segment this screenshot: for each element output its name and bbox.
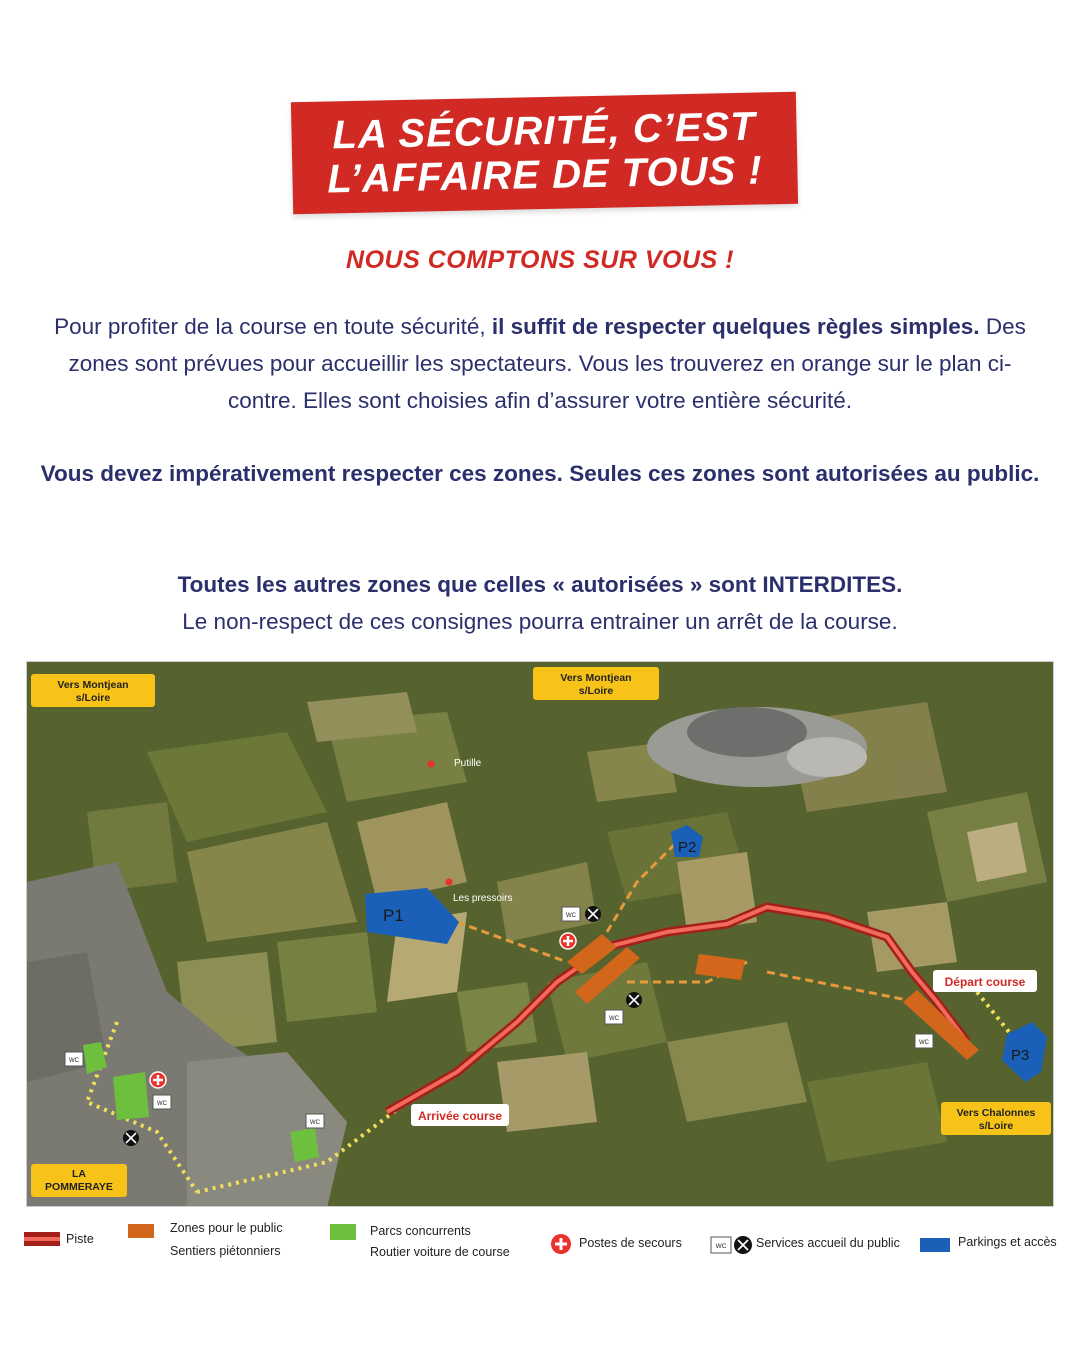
first-aid-icon <box>150 1072 166 1088</box>
service-icon <box>585 906 601 922</box>
pressoirs-label: Les pressoirs <box>453 893 513 904</box>
legend-zones-public: Zones pour le public <box>170 1221 283 1235</box>
legend-parking-swatch <box>920 1238 950 1252</box>
svg-text:s/Loire: s/Loire <box>75 692 111 704</box>
intro-bold: il suffit de respecter quelques règles simples. <box>491 314 980 339</box>
first-aid-icon <box>560 933 576 949</box>
svg-text:s/Loire: s/Loire <box>978 1120 1014 1132</box>
arrivee-label <box>411 1104 509 1126</box>
legend-piste: Piste <box>66 1232 94 1246</box>
intro-text-1: Pour profiter de la course en toute sécurité, <box>54 314 492 339</box>
svg-text:Arrivée course: Arrivée course <box>417 1109 503 1123</box>
svg-text:WC: WC <box>566 913 576 919</box>
svg-text:WC: WC <box>919 1040 929 1046</box>
banner-line-2: L’AFFAIRE DE TOUS ! <box>326 148 764 202</box>
first-aid-icon <box>550 1233 572 1255</box>
banner-line-1: LA SÉCURITÉ, C’EST <box>332 104 757 158</box>
legend-services: Services accueil du public <box>756 1236 900 1250</box>
legend-track-swatch <box>24 1232 60 1246</box>
svg-text:Vers Montjean: Vers Montjean <box>57 679 129 691</box>
wc-icon <box>562 907 580 921</box>
pressoirs-marker <box>446 879 453 886</box>
legend-secours: Postes de secours <box>579 1236 682 1250</box>
putille-marker <box>428 761 435 768</box>
subtitle: NOUS COMPTONS SUR VOUS ! <box>346 246 734 274</box>
putille-label: Putille <box>454 758 482 769</box>
town-label-chalonnes <box>941 1102 1051 1135</box>
intro-paragraph <box>40 308 1040 419</box>
svg-text:s/Loire: s/Loire <box>578 685 614 697</box>
quarry <box>647 707 867 787</box>
legend-parcs: Parcs concurrents <box>370 1224 471 1238</box>
svg-text:WC: WC <box>609 1016 619 1022</box>
svg-text:LA: LA <box>72 1168 86 1180</box>
intro-text-2: Des zones sont prévues pour accueillir les spectateurs. Vous les trouverez en orange sur le plan ci-contre. Elles sont choisies afin d’assurer votre entière sécurité. <box>68 314 1026 413</box>
wc-icon <box>65 1052 83 1066</box>
svg-text:Vers Chalonnes: Vers Chalonnes <box>956 1107 1036 1119</box>
map-svg <box>27 662 1054 1207</box>
svg-text:WC: WC <box>310 1120 320 1126</box>
town-label-montjean-left <box>31 674 155 707</box>
svg-text:Départ course: Départ course <box>944 975 1026 989</box>
service-icon <box>626 992 642 1008</box>
forbidden-paragraph <box>40 566 1040 640</box>
svg-text:WC: WC <box>715 1243 727 1250</box>
map-legend <box>0 1218 1080 1278</box>
course-map <box>26 661 1054 1207</box>
wc-icon <box>306 1114 324 1128</box>
svg-text:WC: WC <box>157 1101 167 1107</box>
legend-paddock-swatch <box>330 1224 356 1240</box>
legend-routier: Routier voiture de course <box>370 1245 510 1259</box>
services-icon <box>710 1235 754 1255</box>
svg-text:POMMERAYE: POMMERAYE <box>45 1181 113 1193</box>
svg-text:Vers Montjean: Vers Montjean <box>560 672 632 684</box>
service-icon <box>123 1130 139 1146</box>
forbidden-bold: Toutes les autres zones que celles « autorisées » sont INTERDITES. <box>177 572 903 597</box>
town-label-pommeraye <box>31 1164 127 1197</box>
town-label-montjean-top <box>533 667 659 700</box>
p3-label: P3 <box>1011 1047 1030 1064</box>
depart-label <box>933 970 1037 992</box>
svg-text:WC: WC <box>69 1058 79 1064</box>
legend-sentiers: Sentiers piétonniers <box>170 1244 281 1258</box>
p1-label: P1 <box>383 906 404 925</box>
wc-icon <box>605 1010 623 1024</box>
title-banner <box>291 92 798 215</box>
warning-paragraph: Vous devez impérativement respecter ces zones. Seules ces zones sont autorisées au public. <box>40 461 1040 486</box>
legend-parkings: Parkings et accès <box>958 1235 1057 1249</box>
forbidden-text: Le non-respect de ces consignes pourra entrainer un arrêt de la course. <box>182 609 898 634</box>
wc-icon <box>915 1034 933 1048</box>
legend-public-swatch <box>128 1224 154 1238</box>
p2-label: P2 <box>678 839 697 856</box>
wc-icon <box>153 1095 171 1109</box>
